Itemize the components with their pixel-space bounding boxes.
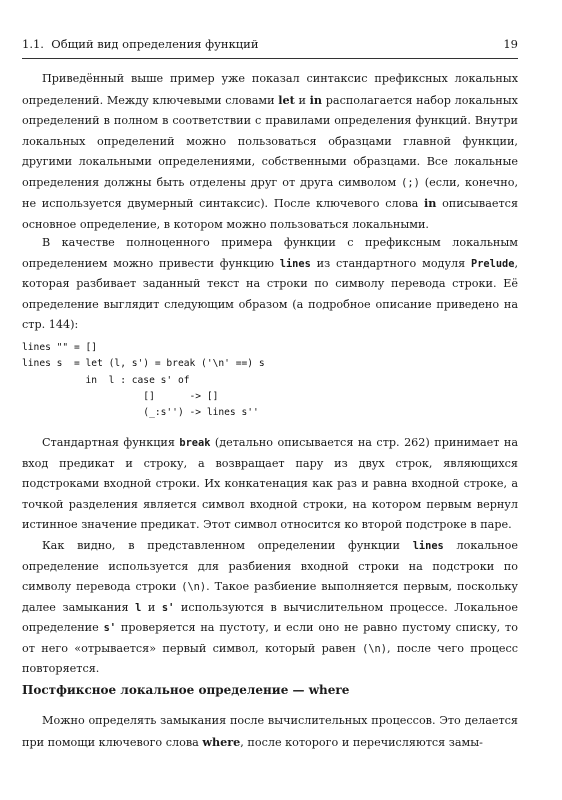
newline-symbol: (\n) — [362, 642, 387, 655]
text: локальное определение используется для разбиения входной строки на подстроки по символу перевода строки — [22, 539, 518, 593]
paragraph-3 — [22, 433, 518, 536]
keyword-in: in — [309, 92, 323, 107]
code-line: lines "" = [] — [22, 342, 98, 353]
text: и — [141, 600, 162, 614]
text: , после которого и перечисляются замы- — [240, 735, 483, 749]
text: Можно определять замыкания после вычислительных процессов. Это делается при помощи ключевого слова — [22, 714, 518, 749]
text: используются в вычислительном процессе. Локальное определение — [22, 600, 518, 634]
text: Приведённый выше пример уже показал синтаксис префиксных локальных определений. Между ключевыми словами — [22, 72, 518, 107]
code-block — [22, 340, 265, 421]
header-rule — [22, 58, 518, 59]
text: из стандартного модуля — [310, 256, 472, 270]
text: В качестве полноценного примера функции с префиксным локальным определением можно привести функцию — [22, 236, 518, 270]
newline-symbol: (\n) — [181, 581, 207, 593]
variable-s: s' — [103, 622, 117, 634]
running-header — [22, 37, 518, 55]
code-line: in l : case s' of — [22, 374, 190, 386]
text: , после чего процесс повторяется. — [22, 641, 518, 675]
paragraph-2 — [22, 233, 518, 336]
code-line: [] -> [] — [22, 390, 219, 402]
chapter-title: Общий вид определения функций — [51, 37, 259, 51]
paragraph-5 — [22, 711, 518, 753]
text: описывается основное определение, в котором можно пользоваться локальными. — [22, 197, 518, 231]
section-number: 1.1. — [22, 37, 44, 51]
text: Как видно, в представленном определении функции — [42, 539, 413, 552]
text: , которая разбивает заданный текст на строки по символу перевода строки. Её определение выглядит следующим образом (а подробное описание приведено на стр. 144): — [22, 256, 518, 331]
code-line: lines s = let (l, s') = break ('\n' ==) s — [22, 358, 265, 370]
paragraph-1 — [22, 69, 518, 235]
semicolon-symbol: (;) — [401, 176, 420, 189]
text: Стандартная функция — [42, 436, 180, 449]
keyword-let: let — [278, 92, 295, 107]
function-break: break — [179, 437, 211, 449]
function-lines: lines — [279, 257, 311, 270]
variable-s: s' — [161, 601, 175, 614]
code-line: (_:s'') -> lines s'' — [22, 407, 259, 419]
module-prelude: Prelude — [471, 257, 515, 270]
keyword-in: in — [423, 196, 437, 210]
variable-l: l — [135, 601, 142, 614]
function-lines: lines — [412, 540, 444, 552]
section-keyword: where — [308, 683, 350, 697]
text: располагается набор локальных определений в полном в соответствии с правилами определения функций. Внутри локальных определений можно пользоваться образцами главной функции, другими локальными определениями, собственными образцами. Все локальные определения должны быть отделены друг от друга символом — [22, 93, 518, 189]
text: (детально описывается на стр. 262) принимает на вход предикат и строку, а возвращает пару из двух строк, являющихся подстроками входной строки. Их конкатенация как раз и равна входной строке, а точкой разделения является символ входной строки, на котором первым вернул истинное значение предикат. Этот символ относится ко второй подстроке в паре. — [22, 436, 519, 531]
page-number: 19 — [503, 37, 518, 51]
section-heading — [22, 683, 349, 697]
text: (если, конечно, не используется двумерный синтаксис). После ключевого слова — [22, 175, 518, 210]
text: проверяется на пустоту, и если оно не равно пустому списку, то от него «отрывается» первый символ, который равен — [22, 621, 518, 655]
section-title: Постфиксное локальное определение — — [22, 683, 309, 697]
header-title — [22, 37, 259, 51]
text: . Такое разбиение выполняется первым, поскольку далее замыкания — [22, 580, 518, 614]
keyword-where: where — [202, 734, 241, 749]
paragraph-4 — [22, 536, 518, 680]
text: и — [294, 93, 310, 107]
